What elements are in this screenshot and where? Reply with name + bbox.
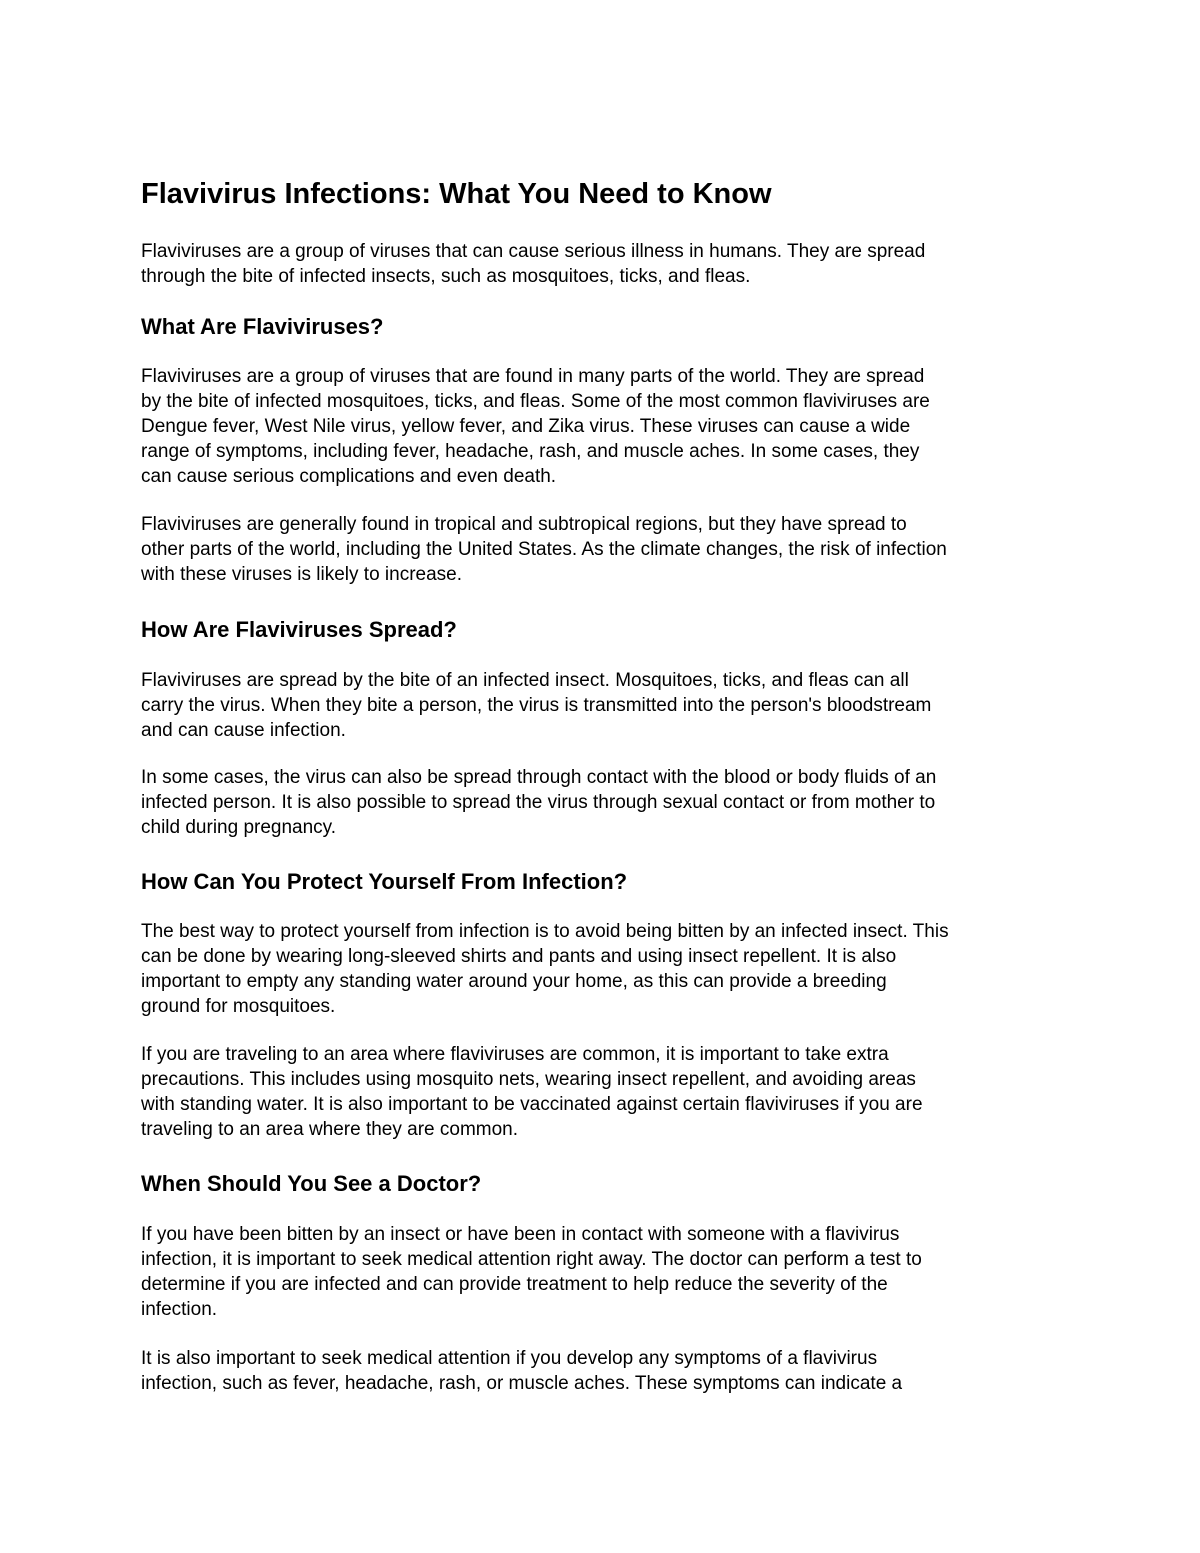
text-line: If you are traveling to an area where flaviviruses are common, it is important to take extra	[141, 1044, 889, 1065]
section-2-paragraph-1	[141, 668, 1066, 743]
text-line: with these viruses is likely to increase.	[141, 564, 463, 585]
text-line: Dengue fever, West Nile virus, yellow fever, and Zika virus. These viruses can cause a wide	[141, 416, 911, 437]
text-line: infection, such as fever, headache, rash, or muscle aches. These symptoms can indicate a	[141, 1373, 903, 1394]
text-line: The best way to protect yourself from infection is to avoid being bitten by an infected insect. This	[141, 921, 949, 942]
text-line: infected person. It is also possible to spread the virus through sexual contact or from mother to	[141, 792, 936, 813]
text-line: Flaviviruses are spread by the bite of an infected insect. Mosquitoes, ticks, and fleas can all	[141, 670, 909, 691]
text-line: can cause serious complications and even death.	[141, 466, 557, 487]
text-line: determine if you are infected and can provide treatment to help reduce the severity of the	[141, 1274, 888, 1295]
text-line: range of symptoms, including fever, headache, rash, and muscle aches. In some cases, they	[141, 441, 920, 462]
section-1-paragraph-1	[141, 364, 1066, 489]
section-3-paragraph-2	[141, 1042, 1066, 1142]
section-heading-see-a-doctor: When Should You See a Doctor?	[141, 1171, 482, 1196]
text-line: and can cause infection.	[141, 720, 346, 741]
text-line: precautions. This includes using mosquito nets, wearing insect repellent, and avoiding areas	[141, 1069, 916, 1090]
text-line: child during pregnancy.	[141, 817, 337, 838]
section-4-paragraph-1	[141, 1222, 1066, 1322]
text-line: ground for mosquitoes.	[141, 996, 336, 1017]
section-3-paragraph-1	[141, 919, 1066, 1019]
text-line: other parts of the world, including the United States. As the climate changes, the risk of infection	[141, 539, 947, 560]
text-line: traveling to an area where they are common.	[141, 1119, 519, 1140]
text-line: In some cases, the virus can also be spread through contact with the blood or body fluids of an	[141, 767, 937, 788]
section-4-paragraph-2	[141, 1346, 1066, 1396]
section-heading-how-are-flaviviruses-spread: How Are Flaviviruses Spread?	[141, 617, 457, 642]
page-title: Flavivirus Infections: What You Need to Know	[141, 178, 772, 210]
section-2-paragraph-2	[141, 765, 1066, 840]
text-line: infection.	[141, 1299, 218, 1320]
text-line: carry the virus. When they bite a person, the virus is transmitted into the person's bloodstream	[141, 695, 932, 716]
text-line: with standing water. It is also important to be vaccinated against certain flaviviruses if you are	[141, 1094, 923, 1115]
text-line: Flaviviruses are generally found in tropical and subtropical regions, but they have spread to	[141, 514, 907, 535]
text-line: It is also important to seek medical attention if you develop any symptoms of a flavivirus	[141, 1348, 878, 1369]
text-line: Flaviviruses are a group of viruses that are found in many parts of the world. They are spread	[141, 366, 925, 387]
section-1-paragraph-2	[141, 512, 1066, 587]
text-line: infection, it is important to seek medical attention right away. The doctor can perform a test to	[141, 1249, 922, 1270]
text-line: can be done by wearing long-sleeved shirts and pants and using insect repellent. It is also	[141, 946, 897, 967]
text-line: Flaviviruses are a group of viruses that can cause serious illness in humans. They are spread	[141, 241, 926, 262]
text-line: through the bite of infected insects, such as mosquitoes, ticks, and fleas.	[141, 266, 751, 287]
text-line: If you have been bitten by an insect or have been in contact with someone with a flavivirus	[141, 1224, 900, 1245]
intro-paragraph	[141, 239, 1066, 289]
section-heading-what-are-flaviviruses: What Are Flaviviruses?	[141, 314, 384, 339]
text-line: important to empty any standing water around your home, as this can provide a breeding	[141, 971, 887, 992]
text-line: by the bite of infected mosquitoes, ticks, and fleas. Some of the most common flaviviruses are	[141, 391, 930, 412]
section-heading-protect-yourself: How Can You Protect Yourself From Infection?	[141, 869, 628, 894]
